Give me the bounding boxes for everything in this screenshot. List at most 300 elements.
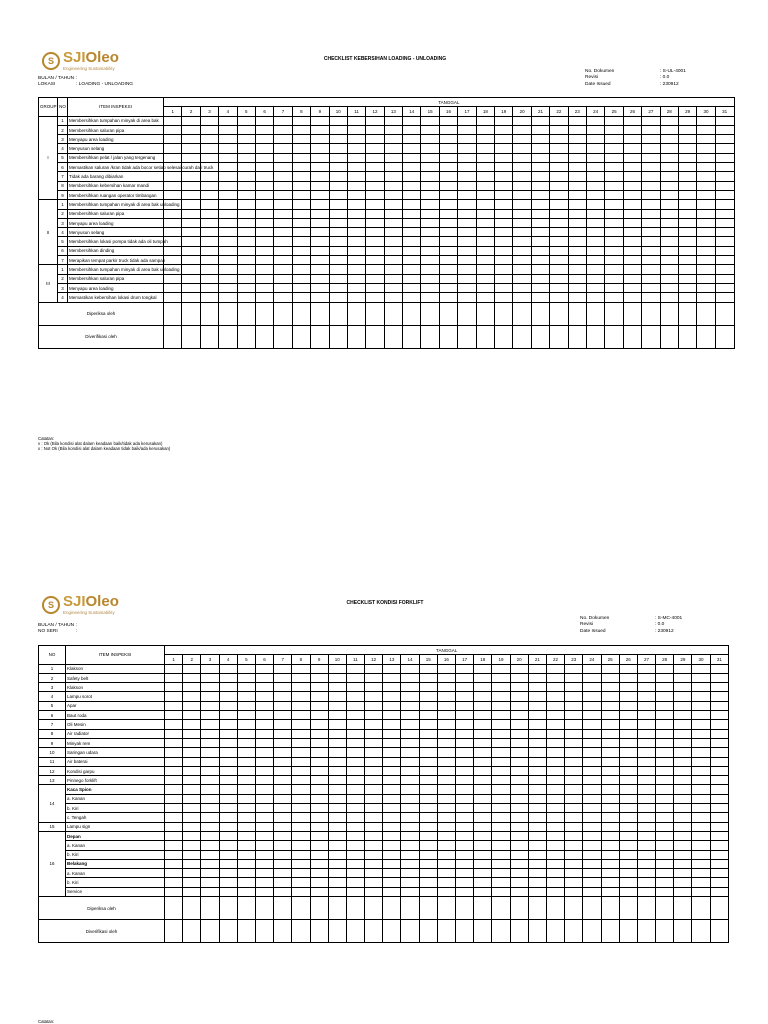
check-cell bbox=[183, 757, 201, 766]
check-cell bbox=[311, 172, 329, 181]
check-cell bbox=[437, 683, 455, 692]
check-cell bbox=[637, 813, 655, 822]
day-header: 9 bbox=[311, 107, 329, 116]
check-cell bbox=[531, 200, 549, 209]
check-cell bbox=[531, 283, 549, 292]
check-cell bbox=[219, 172, 237, 181]
header-row bbox=[39, 98, 735, 107]
company-logo: S SJIOleo Engineering Sustainability bbox=[42, 50, 119, 72]
check-cell bbox=[401, 869, 419, 878]
check-cell bbox=[310, 664, 328, 673]
check-cell bbox=[365, 822, 383, 831]
day-header: 22 bbox=[550, 107, 568, 116]
item-label: Service bbox=[66, 887, 165, 896]
check-cell bbox=[183, 831, 201, 840]
check-cell bbox=[219, 683, 237, 692]
day-header: 26 bbox=[619, 655, 637, 664]
check-cell bbox=[476, 302, 494, 325]
check-cell bbox=[528, 869, 546, 878]
check-cell bbox=[660, 172, 678, 181]
item-label: Menyusun selang bbox=[68, 144, 164, 153]
check-cell bbox=[219, 920, 237, 943]
check-cell bbox=[550, 144, 568, 153]
check-cell bbox=[346, 776, 364, 785]
check-cell bbox=[329, 209, 347, 218]
check-cell bbox=[346, 920, 364, 943]
check-cell bbox=[183, 841, 201, 850]
signature-label: Diverifikasi oleh bbox=[39, 325, 164, 348]
check-cell bbox=[403, 302, 421, 325]
check-cell bbox=[329, 190, 347, 199]
check-cell bbox=[513, 116, 531, 125]
check-cell bbox=[201, 673, 219, 682]
item-label: Merapikan tempat parkir truck tidak ada sampah bbox=[68, 256, 164, 265]
check-cell bbox=[328, 804, 346, 813]
check-cell bbox=[237, 738, 255, 747]
check-cell bbox=[219, 859, 237, 868]
check-cell bbox=[347, 265, 365, 274]
check-cell bbox=[237, 135, 255, 144]
day-header: 6 bbox=[255, 107, 273, 116]
check-cell bbox=[565, 831, 583, 840]
check-cell bbox=[200, 274, 218, 283]
check-cell bbox=[165, 692, 183, 701]
check-cell bbox=[660, 125, 678, 134]
check-cell bbox=[383, 878, 401, 887]
check-cell bbox=[697, 265, 715, 274]
check-cell bbox=[255, 878, 273, 887]
check-cell bbox=[437, 785, 455, 794]
check-cell bbox=[474, 887, 492, 896]
check-cell bbox=[710, 664, 729, 673]
row-number: 4 bbox=[58, 144, 68, 153]
check-cell bbox=[656, 850, 674, 859]
col-group-header: GROUP bbox=[39, 98, 58, 117]
check-cell bbox=[383, 804, 401, 813]
check-cell bbox=[715, 181, 734, 190]
check-cell bbox=[674, 831, 692, 840]
check-cell bbox=[365, 794, 383, 803]
check-cell bbox=[660, 163, 678, 172]
check-cell bbox=[656, 692, 674, 701]
check-cell bbox=[674, 878, 692, 887]
check-cell bbox=[366, 125, 384, 134]
check-cell bbox=[365, 738, 383, 747]
check-cell bbox=[565, 683, 583, 692]
item-label: Kondisi garpu bbox=[66, 766, 165, 775]
check-cell bbox=[674, 729, 692, 738]
check-cell bbox=[458, 181, 476, 190]
check-cell bbox=[200, 190, 218, 199]
check-cell bbox=[439, 144, 457, 153]
check-cell bbox=[383, 887, 401, 896]
check-cell bbox=[328, 720, 346, 729]
check-cell bbox=[383, 850, 401, 859]
table-row bbox=[39, 209, 735, 218]
check-cell bbox=[255, 887, 273, 896]
table-row bbox=[39, 265, 735, 274]
check-cell bbox=[586, 246, 604, 255]
check-cell bbox=[274, 757, 292, 766]
check-cell bbox=[201, 859, 219, 868]
check-cell bbox=[568, 209, 586, 218]
check-cell bbox=[329, 144, 347, 153]
check-cell bbox=[656, 766, 674, 775]
check-cell bbox=[255, 785, 273, 794]
row-number: 2 bbox=[58, 209, 68, 218]
check-cell bbox=[710, 794, 729, 803]
check-cell bbox=[237, 859, 255, 868]
check-cell bbox=[401, 831, 419, 840]
check-cell bbox=[605, 200, 623, 209]
check-cell bbox=[419, 794, 437, 803]
check-cell bbox=[692, 850, 710, 859]
item-label: Baut roda bbox=[66, 711, 165, 720]
doc-info-row-label: No. Dokumen bbox=[580, 616, 610, 621]
check-cell bbox=[403, 125, 421, 134]
day-header: 7 bbox=[274, 107, 292, 116]
item-label: Tidak ada barang dibiarkan bbox=[68, 172, 164, 181]
check-cell bbox=[219, 673, 237, 682]
check-cell bbox=[311, 302, 329, 325]
check-cell bbox=[456, 887, 474, 896]
check-cell bbox=[365, 804, 383, 813]
check-cell bbox=[237, 878, 255, 887]
check-cell bbox=[437, 664, 455, 673]
check-cell bbox=[384, 209, 402, 218]
check-cell bbox=[476, 163, 494, 172]
check-cell bbox=[383, 738, 401, 747]
check-cell bbox=[383, 831, 401, 840]
check-cell bbox=[546, 711, 564, 720]
check-cell bbox=[660, 200, 678, 209]
check-cell bbox=[510, 738, 528, 747]
check-cell bbox=[183, 887, 201, 896]
check-cell bbox=[347, 125, 365, 134]
check-cell bbox=[383, 683, 401, 692]
item-label: Minyak rem bbox=[66, 738, 165, 747]
check-cell bbox=[421, 246, 439, 255]
day-header: 10 bbox=[329, 107, 347, 116]
check-cell bbox=[274, 859, 292, 868]
check-cell bbox=[255, 274, 273, 283]
check-cell bbox=[565, 920, 583, 943]
day-header: 28 bbox=[656, 655, 674, 664]
check-cell bbox=[401, 776, 419, 785]
check-cell bbox=[550, 190, 568, 199]
row-number: 5 bbox=[39, 701, 66, 710]
check-cell bbox=[492, 720, 510, 729]
check-cell bbox=[605, 153, 623, 162]
check-cell bbox=[237, 897, 255, 920]
check-cell bbox=[583, 841, 601, 850]
table-row bbox=[39, 692, 729, 701]
table-row bbox=[39, 869, 729, 878]
check-cell bbox=[219, 785, 237, 794]
header-field bbox=[38, 82, 133, 88]
check-cell bbox=[237, 841, 255, 850]
check-cell bbox=[383, 757, 401, 766]
check-cell bbox=[583, 869, 601, 878]
check-cell bbox=[637, 683, 655, 692]
check-cell bbox=[292, 831, 310, 840]
check-cell bbox=[619, 920, 637, 943]
check-cell bbox=[678, 209, 696, 218]
check-cell bbox=[546, 729, 564, 738]
day-header: 25 bbox=[605, 107, 623, 116]
check-cell bbox=[495, 172, 513, 181]
check-cell bbox=[403, 218, 421, 227]
check-cell bbox=[619, 720, 637, 729]
check-cell bbox=[292, 841, 310, 850]
check-cell bbox=[456, 748, 474, 757]
check-cell bbox=[201, 683, 219, 692]
check-cell bbox=[550, 293, 568, 302]
check-cell bbox=[311, 218, 329, 227]
check-cell bbox=[237, 325, 255, 348]
check-cell bbox=[531, 256, 549, 265]
day-header: 3 bbox=[201, 655, 219, 664]
check-cell bbox=[623, 116, 641, 125]
check-cell bbox=[528, 887, 546, 896]
table-row bbox=[39, 293, 735, 302]
check-cell bbox=[656, 729, 674, 738]
check-cell bbox=[623, 302, 641, 325]
check-cell bbox=[274, 729, 292, 738]
check-cell bbox=[660, 237, 678, 246]
check-cell bbox=[201, 897, 219, 920]
check-cell bbox=[531, 274, 549, 283]
check-cell bbox=[310, 887, 328, 896]
check-cell bbox=[619, 673, 637, 682]
check-cell bbox=[546, 859, 564, 868]
check-cell bbox=[474, 673, 492, 682]
check-cell bbox=[642, 228, 660, 237]
check-cell bbox=[583, 897, 601, 920]
group-cell: III bbox=[39, 265, 58, 302]
check-cell bbox=[183, 859, 201, 868]
check-cell bbox=[656, 738, 674, 747]
check-cell bbox=[692, 869, 710, 878]
check-cell bbox=[601, 897, 619, 920]
item-label: Membersihkan tumpahan minyak di area bak bbox=[68, 116, 164, 125]
check-cell bbox=[328, 729, 346, 738]
row-number: 5 bbox=[58, 153, 68, 162]
check-cell bbox=[183, 738, 201, 747]
check-cell bbox=[474, 729, 492, 738]
check-cell bbox=[660, 256, 678, 265]
check-cell bbox=[605, 190, 623, 199]
check-cell bbox=[328, 711, 346, 720]
check-cell bbox=[674, 850, 692, 859]
note-line: x : Not Ok (Bila kondisi alat dalam keadaan tidak baik/ada kerusakan) bbox=[38, 446, 171, 451]
check-cell bbox=[692, 738, 710, 747]
check-cell bbox=[329, 293, 347, 302]
check-cell bbox=[310, 822, 328, 831]
check-cell bbox=[692, 878, 710, 887]
check-cell bbox=[568, 181, 586, 190]
check-cell bbox=[365, 729, 383, 738]
check-cell bbox=[421, 200, 439, 209]
check-cell bbox=[165, 766, 183, 775]
check-cell bbox=[165, 813, 183, 822]
check-cell bbox=[715, 246, 734, 255]
table-row bbox=[39, 711, 729, 720]
check-cell bbox=[347, 163, 365, 172]
table-row bbox=[39, 776, 729, 785]
day-header: 5 bbox=[237, 107, 255, 116]
check-cell bbox=[366, 246, 384, 255]
check-cell bbox=[437, 738, 455, 747]
check-cell bbox=[384, 163, 402, 172]
check-cell bbox=[642, 237, 660, 246]
check-cell bbox=[528, 878, 546, 887]
check-cell bbox=[601, 729, 619, 738]
check-cell bbox=[637, 692, 655, 701]
check-cell bbox=[274, 869, 292, 878]
check-cell bbox=[715, 237, 734, 246]
check-cell bbox=[458, 283, 476, 292]
check-cell bbox=[255, 701, 273, 710]
check-cell bbox=[439, 246, 457, 255]
check-cell bbox=[619, 897, 637, 920]
check-cell bbox=[292, 878, 310, 887]
check-cell bbox=[403, 237, 421, 246]
day-header: 18 bbox=[476, 107, 494, 116]
row-number: 15 bbox=[39, 822, 66, 831]
check-cell bbox=[550, 246, 568, 255]
check-cell bbox=[164, 283, 182, 292]
check-cell bbox=[642, 325, 660, 348]
check-cell bbox=[495, 283, 513, 292]
check-cell bbox=[419, 673, 437, 682]
check-cell bbox=[165, 859, 183, 868]
check-cell bbox=[274, 804, 292, 813]
check-cell bbox=[476, 265, 494, 274]
check-cell bbox=[495, 218, 513, 227]
check-cell bbox=[513, 274, 531, 283]
check-cell bbox=[550, 302, 568, 325]
check-cell bbox=[255, 190, 273, 199]
check-cell bbox=[274, 209, 292, 218]
item-label: Depan bbox=[66, 831, 165, 840]
check-cell bbox=[274, 181, 292, 190]
col-date-header: TANGGAL bbox=[165, 646, 729, 655]
check-cell bbox=[656, 841, 674, 850]
check-cell bbox=[439, 153, 457, 162]
check-cell bbox=[165, 776, 183, 785]
check-cell bbox=[292, 785, 310, 794]
check-cell bbox=[637, 794, 655, 803]
check-cell bbox=[274, 794, 292, 803]
day-header: 8 bbox=[292, 655, 310, 664]
check-cell bbox=[715, 163, 734, 172]
check-cell bbox=[346, 804, 364, 813]
check-cell bbox=[384, 274, 402, 283]
check-cell bbox=[274, 673, 292, 682]
check-cell bbox=[623, 237, 641, 246]
check-cell bbox=[219, 325, 237, 348]
check-cell bbox=[329, 325, 347, 348]
check-cell bbox=[311, 325, 329, 348]
check-cell bbox=[474, 683, 492, 692]
check-cell bbox=[674, 785, 692, 794]
check-cell bbox=[401, 729, 419, 738]
check-cell bbox=[623, 246, 641, 255]
check-cell bbox=[513, 209, 531, 218]
check-cell bbox=[550, 237, 568, 246]
check-cell bbox=[642, 274, 660, 283]
item-label: Saringan udara bbox=[66, 748, 165, 757]
check-cell bbox=[311, 274, 329, 283]
check-cell bbox=[419, 850, 437, 859]
check-cell bbox=[568, 153, 586, 162]
check-cell bbox=[164, 228, 182, 237]
check-cell bbox=[311, 265, 329, 274]
check-cell bbox=[401, 748, 419, 757]
check-cell bbox=[347, 116, 365, 125]
table-row bbox=[39, 664, 729, 673]
table-row bbox=[39, 181, 735, 190]
check-cell bbox=[476, 125, 494, 134]
check-cell bbox=[346, 813, 364, 822]
check-cell bbox=[274, 172, 292, 181]
check-cell bbox=[528, 776, 546, 785]
day-header: 23 bbox=[565, 655, 583, 664]
item-label: b. Kiri bbox=[66, 850, 165, 859]
check-cell bbox=[201, 729, 219, 738]
check-cell bbox=[403, 228, 421, 237]
check-cell bbox=[437, 701, 455, 710]
check-cell bbox=[255, 841, 273, 850]
check-cell bbox=[656, 804, 674, 813]
check-cell bbox=[274, 711, 292, 720]
table-row bbox=[39, 283, 735, 292]
check-cell bbox=[550, 218, 568, 227]
check-cell bbox=[531, 209, 549, 218]
check-cell bbox=[458, 116, 476, 125]
check-cell bbox=[183, 822, 201, 831]
check-cell bbox=[495, 325, 513, 348]
check-cell bbox=[421, 190, 439, 199]
check-cell bbox=[310, 785, 328, 794]
table-row bbox=[39, 813, 729, 822]
check-cell bbox=[456, 692, 474, 701]
check-cell bbox=[164, 293, 182, 302]
check-cell bbox=[274, 125, 292, 134]
check-cell bbox=[510, 673, 528, 682]
check-cell bbox=[183, 785, 201, 794]
check-cell bbox=[550, 228, 568, 237]
check-cell bbox=[619, 766, 637, 775]
day-header: 14 bbox=[403, 107, 421, 116]
check-cell bbox=[274, 692, 292, 701]
check-cell bbox=[165, 738, 183, 747]
check-cell bbox=[601, 822, 619, 831]
check-cell bbox=[237, 804, 255, 813]
check-cell bbox=[550, 256, 568, 265]
check-cell bbox=[255, 265, 273, 274]
check-cell bbox=[568, 237, 586, 246]
check-cell bbox=[274, 683, 292, 692]
check-cell bbox=[384, 116, 402, 125]
check-cell bbox=[565, 664, 583, 673]
check-cell bbox=[674, 720, 692, 729]
check-cell bbox=[715, 144, 734, 153]
check-cell bbox=[619, 859, 637, 868]
check-cell bbox=[456, 831, 474, 840]
check-cell bbox=[255, 794, 273, 803]
